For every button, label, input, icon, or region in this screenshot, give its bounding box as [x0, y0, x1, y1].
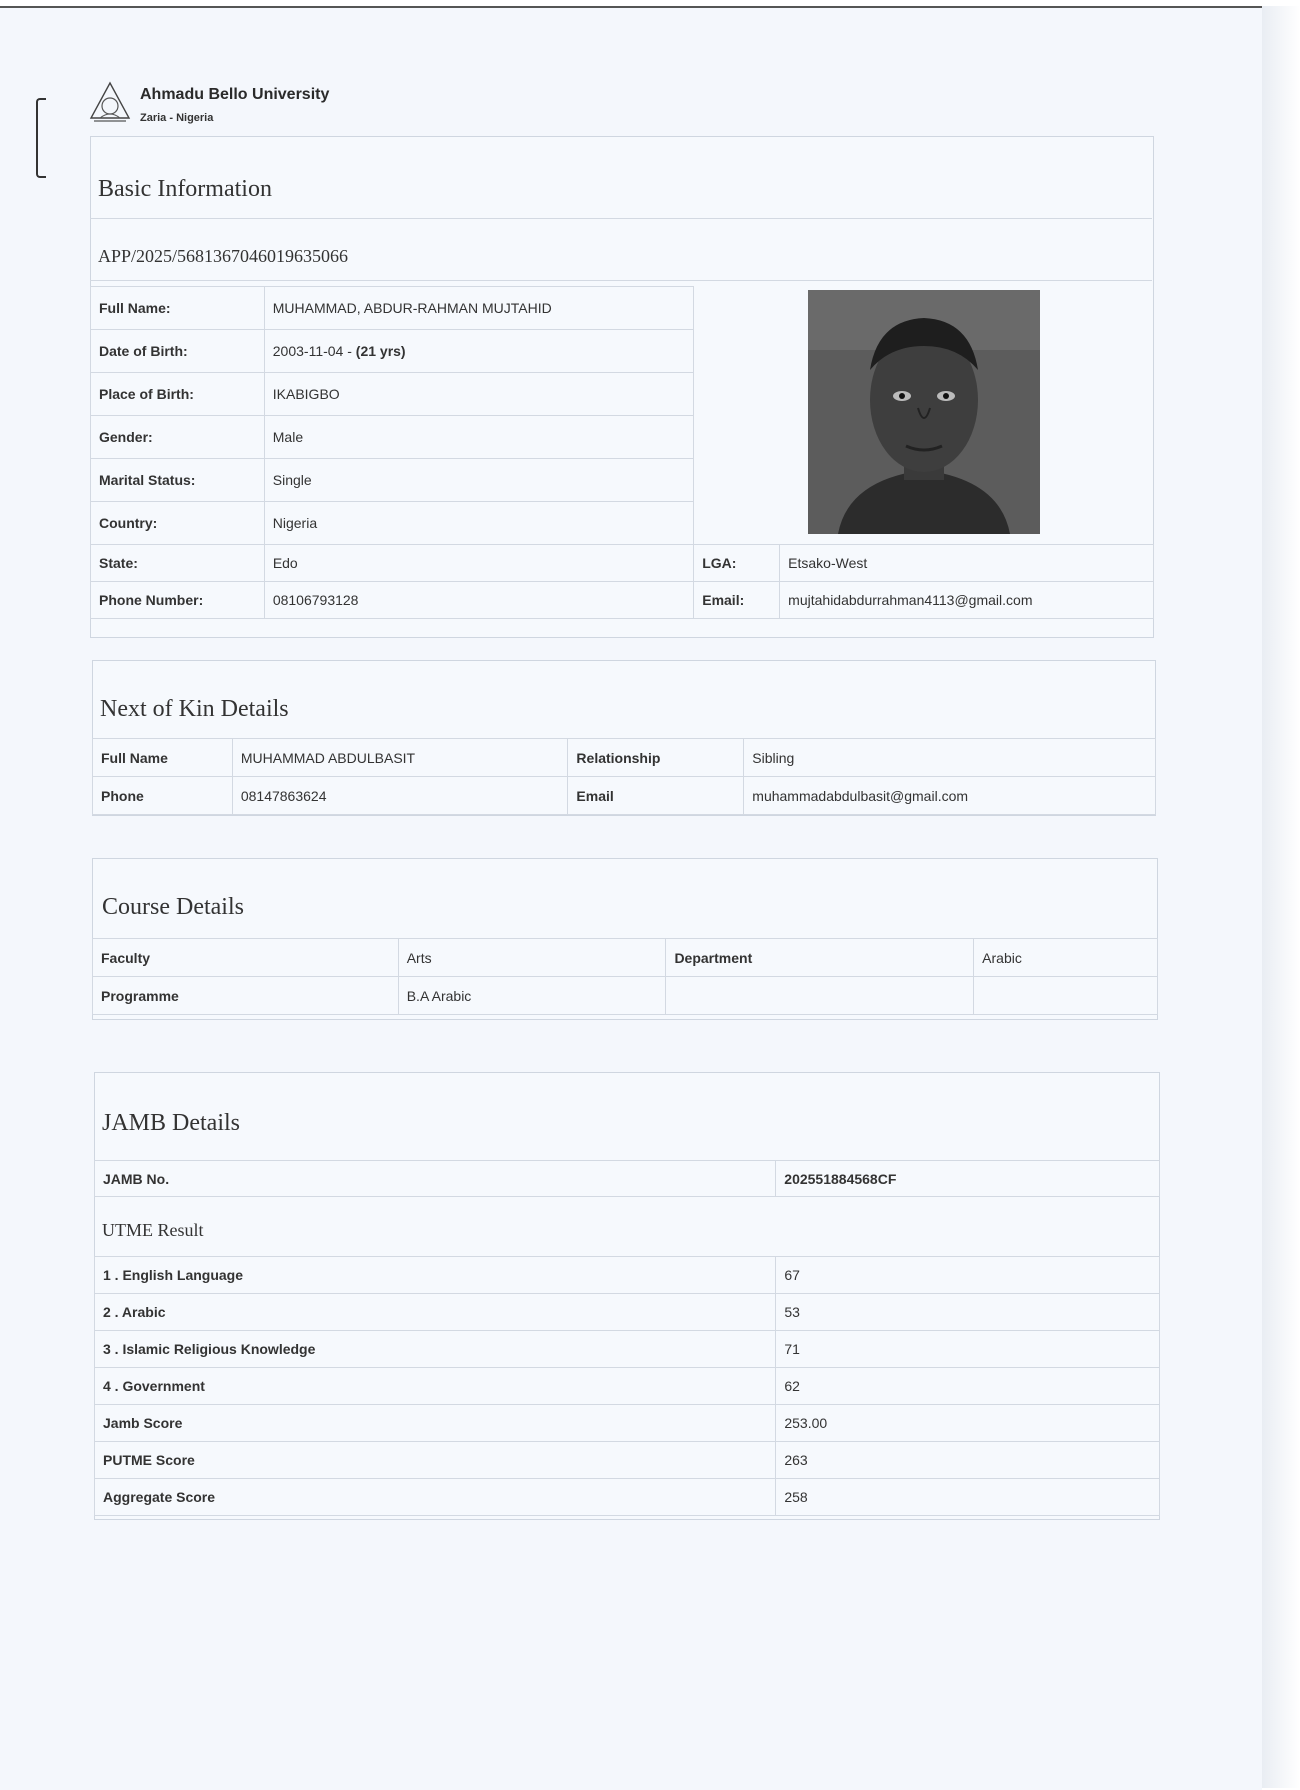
state-value: Edo	[264, 545, 693, 582]
university-location: Zaria - Nigeria	[140, 112, 214, 124]
jamb-details-title: JAMB Details	[102, 1110, 240, 1136]
jamb-score-value: 253.00	[776, 1405, 1160, 1442]
place-of-birth-value: IKABIGBO	[264, 373, 693, 416]
programme-value: B.A Arabic	[398, 977, 666, 1015]
applicant-photo	[808, 290, 1040, 534]
kin-phone-label: Phone	[93, 777, 233, 815]
subject-government-score: 62	[776, 1368, 1160, 1405]
full-name-label: Full Name:	[91, 287, 265, 330]
marital-status-value: Single	[264, 459, 693, 502]
subject-irk-score: 71	[776, 1331, 1160, 1368]
table-row	[91, 373, 694, 416]
lga-label: LGA:	[694, 545, 780, 582]
table-row	[95, 1257, 1160, 1294]
lga-value: Etsako-West	[780, 545, 1154, 582]
table-row	[93, 739, 1156, 777]
gender-value: Male	[264, 416, 693, 459]
jamb-number-label: JAMB No.	[95, 1161, 776, 1197]
relationship-label: Relationship	[568, 739, 744, 777]
dob-cell	[264, 330, 693, 373]
course-details-table	[92, 938, 1158, 1015]
next-of-kin-table	[92, 738, 1156, 815]
empty-cell	[666, 977, 974, 1015]
table-row	[91, 330, 694, 373]
dob-value: 2003-11-04 -	[272, 343, 356, 359]
table-row	[95, 1294, 1160, 1331]
next-of-kin-title: Next of Kin Details	[100, 696, 289, 722]
jamb-score-label: Jamb Score	[95, 1405, 776, 1442]
phone-number-label: Phone Number:	[91, 582, 265, 619]
country-value: Nigeria	[264, 502, 693, 545]
jamb-number-value: 202551884568CF	[776, 1161, 1160, 1197]
subject-irk-label: 3 . Islamic Religious Knowledge	[95, 1331, 776, 1368]
state-label: State:	[91, 545, 265, 582]
email-label: Email:	[694, 582, 780, 619]
relationship-value: Sibling	[744, 739, 1156, 777]
table-row	[95, 1442, 1160, 1479]
programme-label: Programme	[93, 977, 399, 1015]
table-row	[95, 1161, 1160, 1197]
full-name-value: MUHAMMAD, ABDUR-RAHMAN MUJTAHID	[264, 287, 693, 330]
table-row	[93, 939, 1158, 977]
kin-name-value: MUHAMMAD ABDULBASIT	[232, 739, 568, 777]
university-header	[88, 80, 488, 130]
email-value: mujtahidabdurrahman4113@gmail.com	[780, 582, 1154, 619]
basic-information-title: Basic Information	[98, 176, 272, 202]
subject-arabic-label: 2 . Arabic	[95, 1294, 776, 1331]
table-row	[95, 1368, 1160, 1405]
table-row	[91, 459, 694, 502]
putme-score-label: PUTME Score	[95, 1442, 776, 1479]
faculty-value: Arts	[398, 939, 666, 977]
university-crest-icon	[88, 80, 132, 124]
table-row	[91, 582, 1154, 619]
divider	[90, 218, 1152, 219]
table-row	[93, 977, 1158, 1015]
country-label: Country:	[91, 502, 265, 545]
department-label: Department	[666, 939, 974, 977]
kin-name-label: Full Name	[93, 739, 233, 777]
subject-english-score: 67	[776, 1257, 1160, 1294]
aggregate-score-label: Aggregate Score	[95, 1479, 776, 1516]
table-row	[91, 416, 694, 459]
place-of-birth-label: Place of Birth:	[91, 373, 265, 416]
marital-status-label: Marital Status:	[91, 459, 265, 502]
phone-number-value: 08106793128	[264, 582, 693, 619]
personal-details-table	[90, 286, 694, 545]
page-edge	[1262, 6, 1300, 1788]
age-value: (21 yrs)	[355, 343, 406, 359]
table-row	[93, 777, 1156, 815]
application-number: APP/2025/5681367046019635066	[98, 246, 349, 266]
course-details-title: Course Details	[102, 894, 244, 920]
kin-phone-value: 08147863624	[232, 777, 568, 815]
department-value: Arabic	[974, 939, 1158, 977]
table-row	[95, 1479, 1160, 1516]
kin-email-value: muhammadabdulbasit@gmail.com	[744, 777, 1156, 815]
dob-label: Date of Birth:	[91, 330, 265, 373]
university-name: Ahmadu Bello University	[140, 86, 330, 103]
subject-arabic-score: 53	[776, 1294, 1160, 1331]
putme-score-value: 263	[776, 1442, 1160, 1479]
faculty-label: Faculty	[93, 939, 399, 977]
table-row	[95, 1405, 1160, 1442]
empty-cell	[974, 977, 1158, 1015]
table-row	[95, 1331, 1160, 1368]
passport-photo-image	[808, 290, 1040, 534]
utme-result-table	[94, 1256, 1160, 1516]
kin-email-label: Email	[568, 777, 744, 815]
subject-english-label: 1 . English Language	[95, 1257, 776, 1294]
table-row	[91, 287, 694, 330]
subject-government-label: 4 . Government	[95, 1368, 776, 1405]
aggregate-score-value: 258	[776, 1479, 1160, 1516]
gender-label: Gender:	[91, 416, 265, 459]
jamb-number-table	[94, 1160, 1160, 1197]
table-row	[91, 545, 1154, 582]
utme-result-title: UTME Result	[102, 1220, 204, 1240]
contact-details-table	[90, 544, 1154, 619]
table-row	[91, 502, 694, 545]
divider	[90, 280, 1152, 281]
staple-mark	[36, 98, 46, 178]
